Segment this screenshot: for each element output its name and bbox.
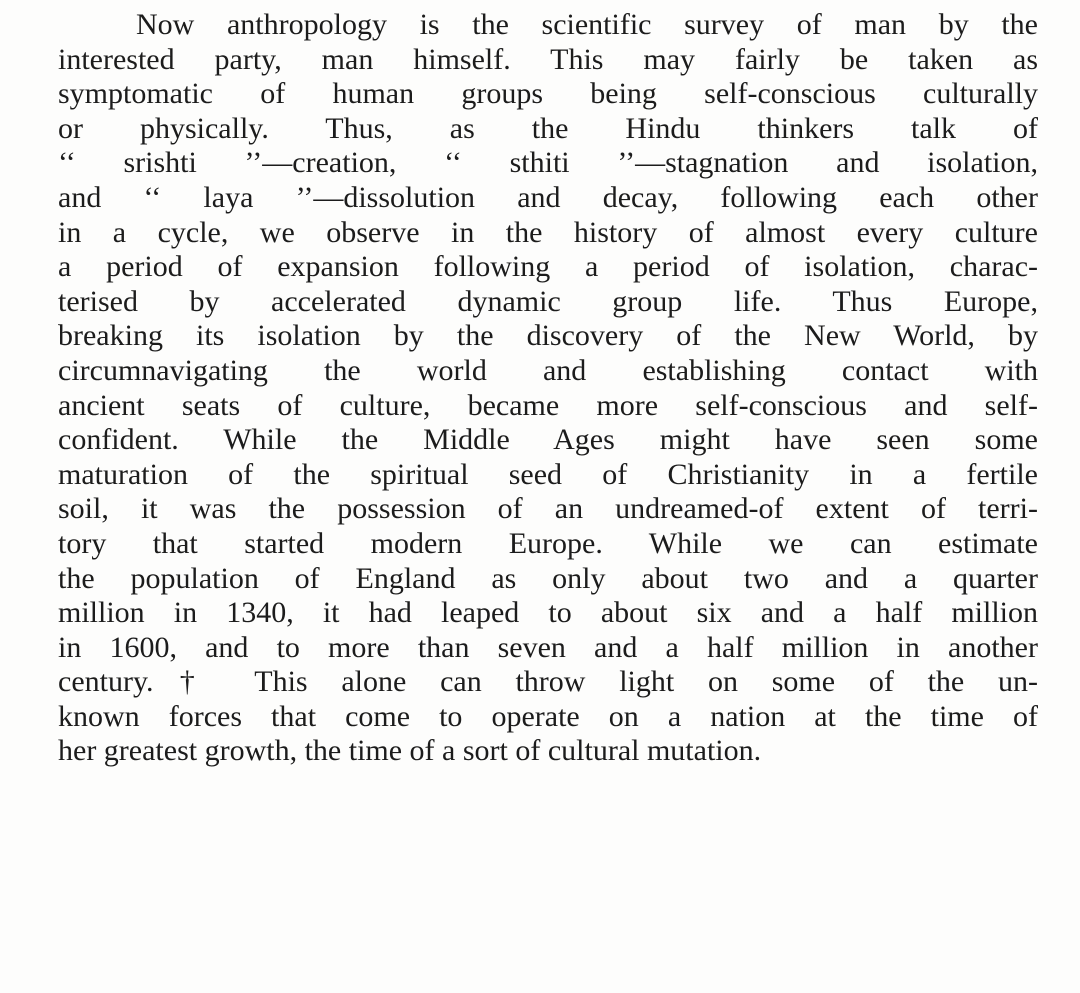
body-paragraph [58,8,1038,769]
paragraph-line: circumnavigating the world and establishing contact with [58,353,1038,387]
paragraph-line: tory that started modern Europe. While we can estimate [58,526,1038,560]
paragraph-line: interested party, man himself. This may fairly be taken as [58,42,1038,76]
paragraph-line: ‘‘ srishti ’’—creation, ‘‘ sthiti ’’—stagnation and isolation, [58,146,1038,180]
paragraph-line: confident. While the Middle Ages might have seen some [58,423,1038,457]
paragraph-line: the population of England as only about two and a quarter [58,561,1038,595]
paragraph-line: soil, it was the possession of an undreamed-of extent of terri- [58,492,1038,526]
paragraph-line: a period of expansion following a period of isolation, charac- [58,250,1038,284]
paragraph-line: known forces that come to operate on a nation at the time of [58,699,1038,733]
paragraph-line: and ‘‘ laya ’’—dissolution and decay, following each other [58,180,1038,214]
paragraph-line: ancient seats of culture, became more self-conscious and self- [58,388,1038,422]
paragraph-line: million in 1340, it had leaped to about six and a half million [58,596,1038,630]
paragraph-line: in a cycle, we observe in the history of almost every culture [58,215,1038,249]
paragraph-line: terised by accelerated dynamic group life. Thus Europe, [58,284,1038,318]
paragraph-line: her greatest growth, the time of a sort of cultural mutation. [58,734,762,768]
paragraph-line: century.† This alone can throw light on some of the un- [58,665,1038,699]
paragraph-line: breaking its isolation by the discovery of the New World, by [58,319,1038,353]
paragraph-line: symptomatic of human groups being self-conscious culturally [58,77,1038,111]
paragraph-line: maturation of the spiritual seed of Christianity in a fertile [58,457,1038,491]
paragraph-line: or physically. Thus, as the Hindu thinkers talk of [58,111,1038,145]
paragraph-line: in 1600, and to more than seven and a half million in another [58,630,1038,664]
paragraph-line: Now anthropology is the scientific survey of man by the [136,8,1038,41]
